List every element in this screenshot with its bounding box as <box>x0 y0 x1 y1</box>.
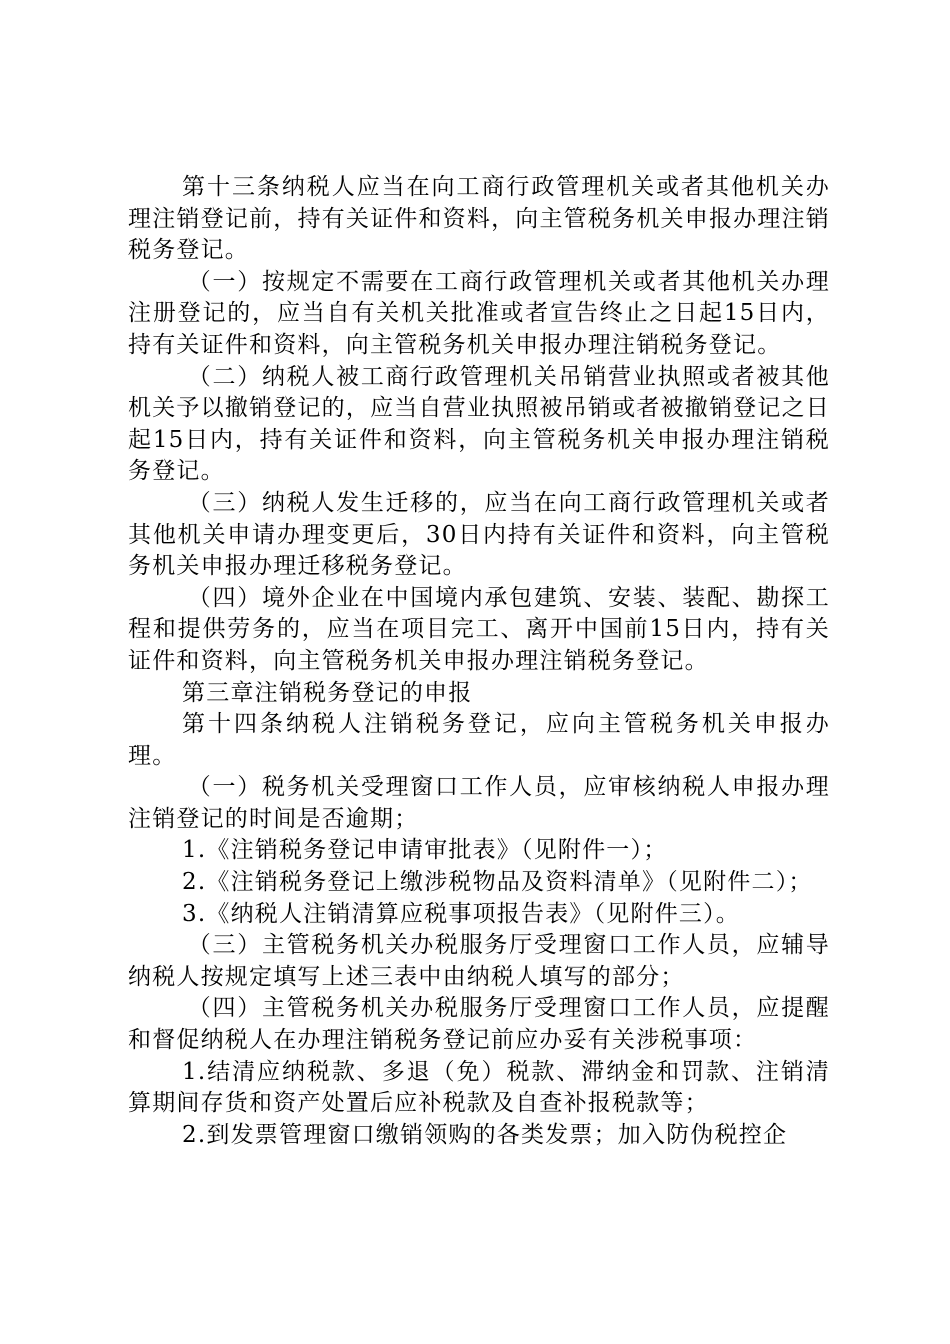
clause-3-paragraph: （三）纳税人发生迁移的，应当在向工商行政管理机关或者其他机关申请办理变更后，30日内持有关证件和资料，向主管税务机关申报办理迁移税务登记。 <box>128 489 830 580</box>
list-item-2: 2.《注销税务登记上缴涉税物品及资料清单》（见附件二）； <box>182 869 813 896</box>
list-item-1: 1.《注销税务登记申请审批表》（见附件一）； <box>182 837 668 864</box>
article-14-paragraph: 第十四条纳税人注销税务登记，应向主管税务机关申报办理。 <box>128 711 830 769</box>
chapter-3-heading: 第三章注销税务登记的申报 <box>182 679 473 706</box>
article-13-paragraph: 第十三条纳税人应当在向工商行政管理机关或者其他机关办理注销登记前，持有关证件和资料，向主管税务机关申报办理注销税务登记。 <box>128 174 830 264</box>
article-14-clause-1: （一）税务机关受理窗口工作人员，应审核纳税人申报办理注销登记的时间是否逾期； <box>128 774 830 832</box>
sub-item-1: 1.结清应纳税款、多退（免）税款、滞纳金和罚款、注销清算期间存货和资产处置后应补税款及自查补报税款等； <box>128 1058 830 1117</box>
clause-2-paragraph: （二）纳税人被工商行政管理机关吊销营业执照或者被其他机关予以撤销登记的，应当自营业执照被吊销或者被撤销登记之日起15日内，持有关证件和资料，向主管税务机关申报办理注销税务登记。 <box>128 363 830 485</box>
sub-item-2: 2.到发票管理窗口缴销领购的各类发票；加入防伪税控企 <box>182 1121 788 1148</box>
clause-4-paragraph: （四）境外企业在中国境内承包建筑、安装、装配、勘探工程和提供劳务的，应当在项目完工、离开中国前15日内，持有关证件和资料，向主管税务机关申报办理注销税务登记。 <box>128 584 830 674</box>
document-page <box>128 172 830 1151</box>
list-item-3: 3.《纳税人注销清算应税事项报告表》（见附件三）。 <box>182 900 740 927</box>
clause-1-paragraph: （一）按规定不需要在工商行政管理机关或者其他机关办理注册登记的，应当自有关机关批准或者宣告终止之日起15日内，持有关证件和资料，向主管税务机关申报办理注销税务登记。 <box>128 268 830 358</box>
article-14-clause-3: （三）主管税务机关办税服务厅受理窗口工作人员，应辅导纳税人按规定填写上述三表中由纳税人填写的部分； <box>128 932 830 990</box>
article-14-clause-4: （四）主管税务机关办税服务厅受理窗口工作人员，应提醒和督促纳税人在办理注销税务登记前应办妥有关涉税事项： <box>128 995 830 1054</box>
